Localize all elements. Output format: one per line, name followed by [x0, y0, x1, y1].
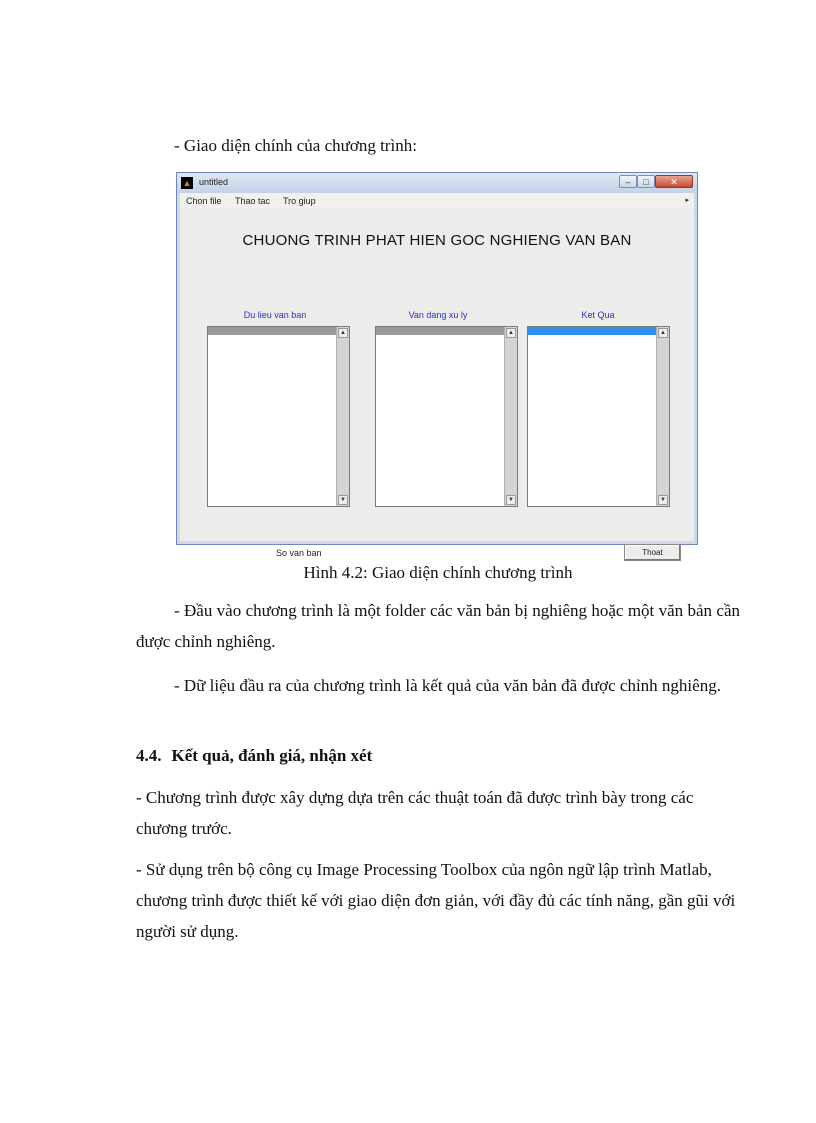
- gui-heading: CHUONG TRINH PHAT HIEN GOC NGHIENG VAN BAN: [242, 232, 632, 249]
- processing-list-label: Van dang xu ly: [408, 310, 468, 320]
- maximize-button[interactable]: □: [637, 175, 655, 188]
- paragraph-output: - Dữ liệu đầu ra của chương trình là kết quả của văn bản đã được chỉnh nghiêng.: [174, 676, 721, 695]
- section-number: 4.4.: [136, 746, 162, 765]
- selected-item[interactable]: [528, 327, 656, 335]
- document-count-label: So van ban: [276, 548, 322, 558]
- minimize-button[interactable]: –: [619, 175, 637, 188]
- result-list-label: Ket Qua: [581, 310, 615, 320]
- selected-item[interactable]: [376, 327, 504, 335]
- paragraph-toolbox: - Sử dụng trên bộ công cụ Image Processing Toolbox của ngôn ngữ lập trình Matlab, chương trình được thiết kế với giao diện đơn giản, với đầy đủ các tính năng, gần gũi với người sử dụng.: [136, 860, 736, 941]
- scroll-up-icon[interactable]: ▲: [658, 328, 668, 338]
- menu-thao-tac[interactable]: Thao tac: [235, 196, 271, 206]
- section-heading: [136, 746, 372, 766]
- menu-chon-file[interactable]: Chon file: [186, 196, 222, 206]
- scroll-up-icon[interactable]: ▲: [506, 328, 516, 338]
- window-titlebar: [177, 173, 697, 193]
- scrollbar[interactable]: [504, 327, 517, 506]
- menu-tro-giup[interactable]: Tro giup: [283, 196, 316, 206]
- paragraph-input: - Đầu vào chương trình là một folder các văn bản bị nghiêng hoặc một văn bản cần được chỉnh nghiêng.: [136, 601, 740, 651]
- window-client-area: [180, 209, 694, 558]
- section-title: Kết quả, đánh giá, nhận xét: [171, 746, 373, 765]
- input-listbox[interactable]: [207, 326, 350, 507]
- scroll-down-icon[interactable]: ▼: [506, 495, 516, 505]
- processing-listbox[interactable]: [375, 326, 518, 507]
- result-listbox[interactable]: [527, 326, 670, 507]
- menubar: [180, 193, 694, 209]
- matlab-icon: ▲: [182, 178, 192, 188]
- paragraph-algorithms: - Chương trình được xây dựng dựa trên các thuật toán đã được trình bày trong các chương trước.: [136, 788, 694, 838]
- scrollbar[interactable]: [656, 327, 669, 506]
- close-button[interactable]: ✕: [655, 175, 693, 188]
- selected-item[interactable]: [208, 327, 336, 335]
- scrollbar[interactable]: [336, 327, 349, 506]
- menu-arrow-icon: ▸: [685, 197, 689, 204]
- scroll-up-icon[interactable]: ▲: [338, 328, 348, 338]
- exit-button[interactable]: Thoat: [624, 544, 681, 561]
- figure-caption: Hình 4.2: Giao diện chính chương trình: [303, 563, 573, 582]
- app-window-screenshot: [176, 172, 698, 558]
- scroll-down-icon[interactable]: ▼: [338, 495, 348, 505]
- intro-line: - Giao diện chính của chương trình:: [174, 136, 417, 155]
- input-list-label: Du lieu van ban: [243, 310, 307, 320]
- scroll-down-icon[interactable]: ▼: [658, 495, 668, 505]
- window-title: untitled: [199, 177, 229, 187]
